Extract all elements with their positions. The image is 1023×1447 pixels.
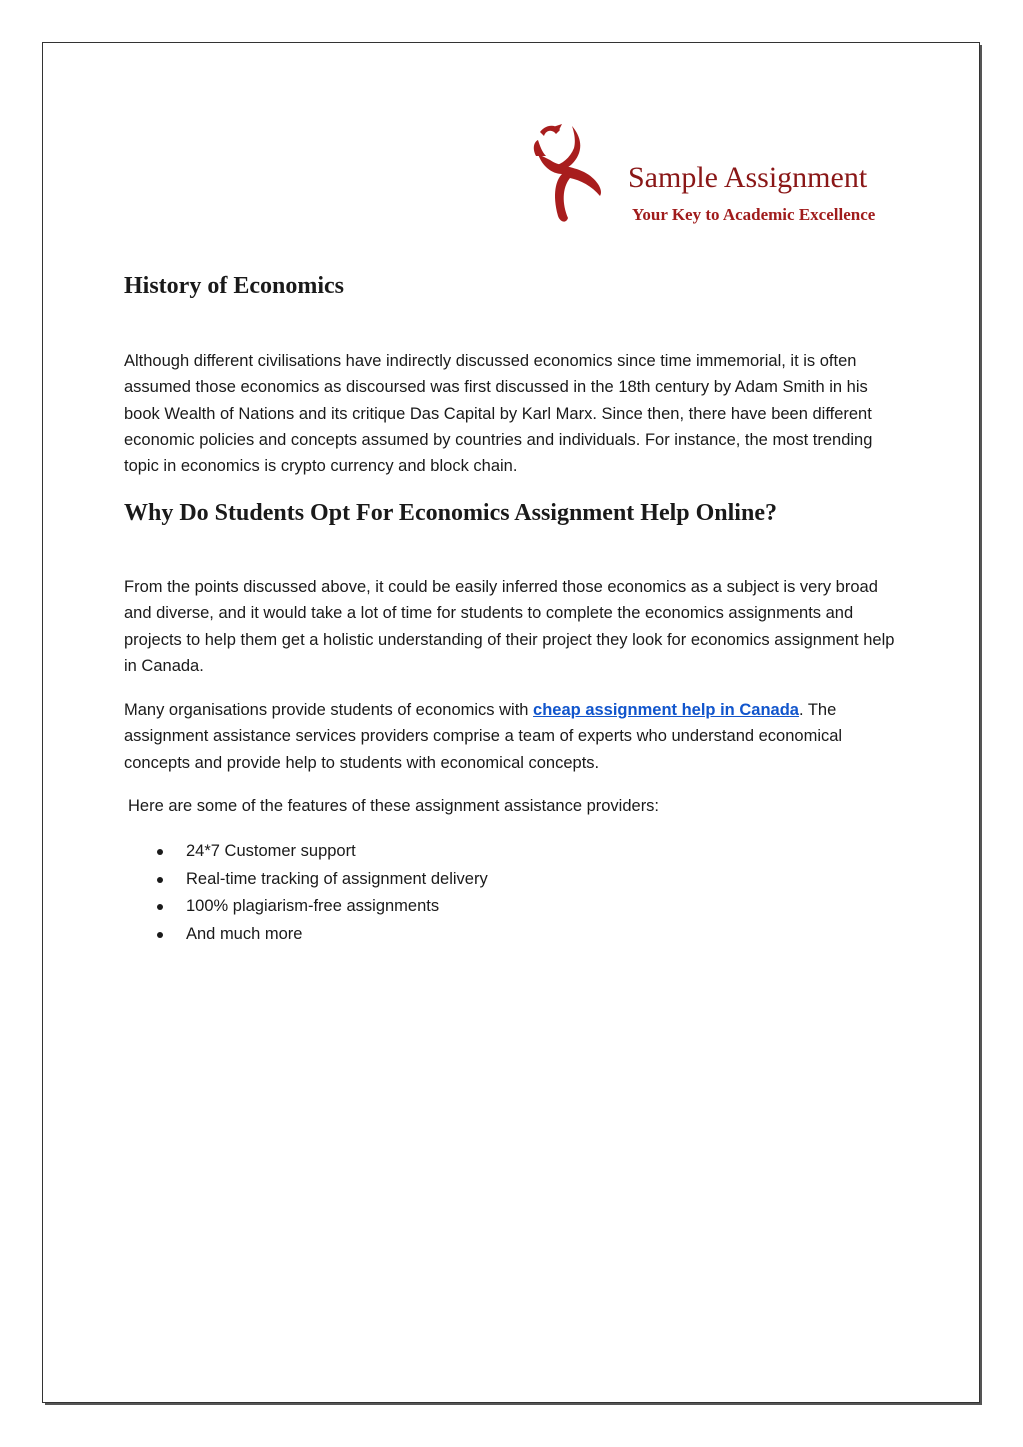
page-shadow-bottom (45, 1403, 982, 1405)
why-paragraph-1: From the points discussed above, it could be easily inferred those economics as a subject is very broad and diverse, and it would take a lot of time for students to complete the economics assignments and projects to help them get a holistic understanding of their project they look for economics assignment help in Canada. (124, 578, 895, 675)
feature-text: 100% plagiarism-free assignments (186, 897, 440, 916)
history-heading: History of Economics (124, 273, 344, 299)
list-item (124, 921, 488, 949)
page-shadow-right (980, 45, 982, 1405)
list-item (124, 866, 488, 894)
features-intro: Here are some of the features of these assignment assistance providers: (128, 797, 660, 815)
paragraph-2-text-after: . The assignment assistance services providers comprise a team of experts who understand economical concepts and provide help to students with economical concepts. (124, 701, 843, 772)
bullet-icon (157, 849, 163, 855)
bullet-icon (157, 904, 163, 910)
list-item (124, 893, 488, 921)
logo-tagline: Your Key to Academic Excellence (632, 205, 876, 224)
features-list (124, 838, 488, 948)
logo-name: Sample Assignment (628, 161, 868, 194)
feature-text: 24*7 Customer support (186, 842, 356, 860)
bullet-icon (157, 932, 163, 938)
history-paragraph: Although different civilisations have indirectly discussed economics since time immemorial, it is often assumed those economics as discoursed was first discussed in the 18th century by Adam Smith in his book Wealth of Nations and its critique Das Capital by Karl Marx. Since then, there have been different economic policies and concepts assumed by countries and individuals. For instance, the most trending topic in economics is crypto currency and block chain. (124, 352, 873, 476)
cheap-assignment-help-link[interactable]: cheap assignment help in Canada (533, 701, 799, 719)
feature-text: And much more (186, 924, 303, 943)
why-heading: Why Do Students Opt For Economics Assignment Help Online? (124, 500, 777, 526)
company-logo (532, 120, 904, 230)
logo-figure-icon (532, 120, 622, 230)
bullet-icon (157, 877, 163, 883)
paragraph-2-text-before: Many organisations provide students of economics with (124, 701, 534, 719)
why-paragraph-2 (124, 697, 904, 776)
list-item (124, 838, 488, 866)
feature-text: Real-time tracking of assignment delivery (186, 869, 488, 888)
